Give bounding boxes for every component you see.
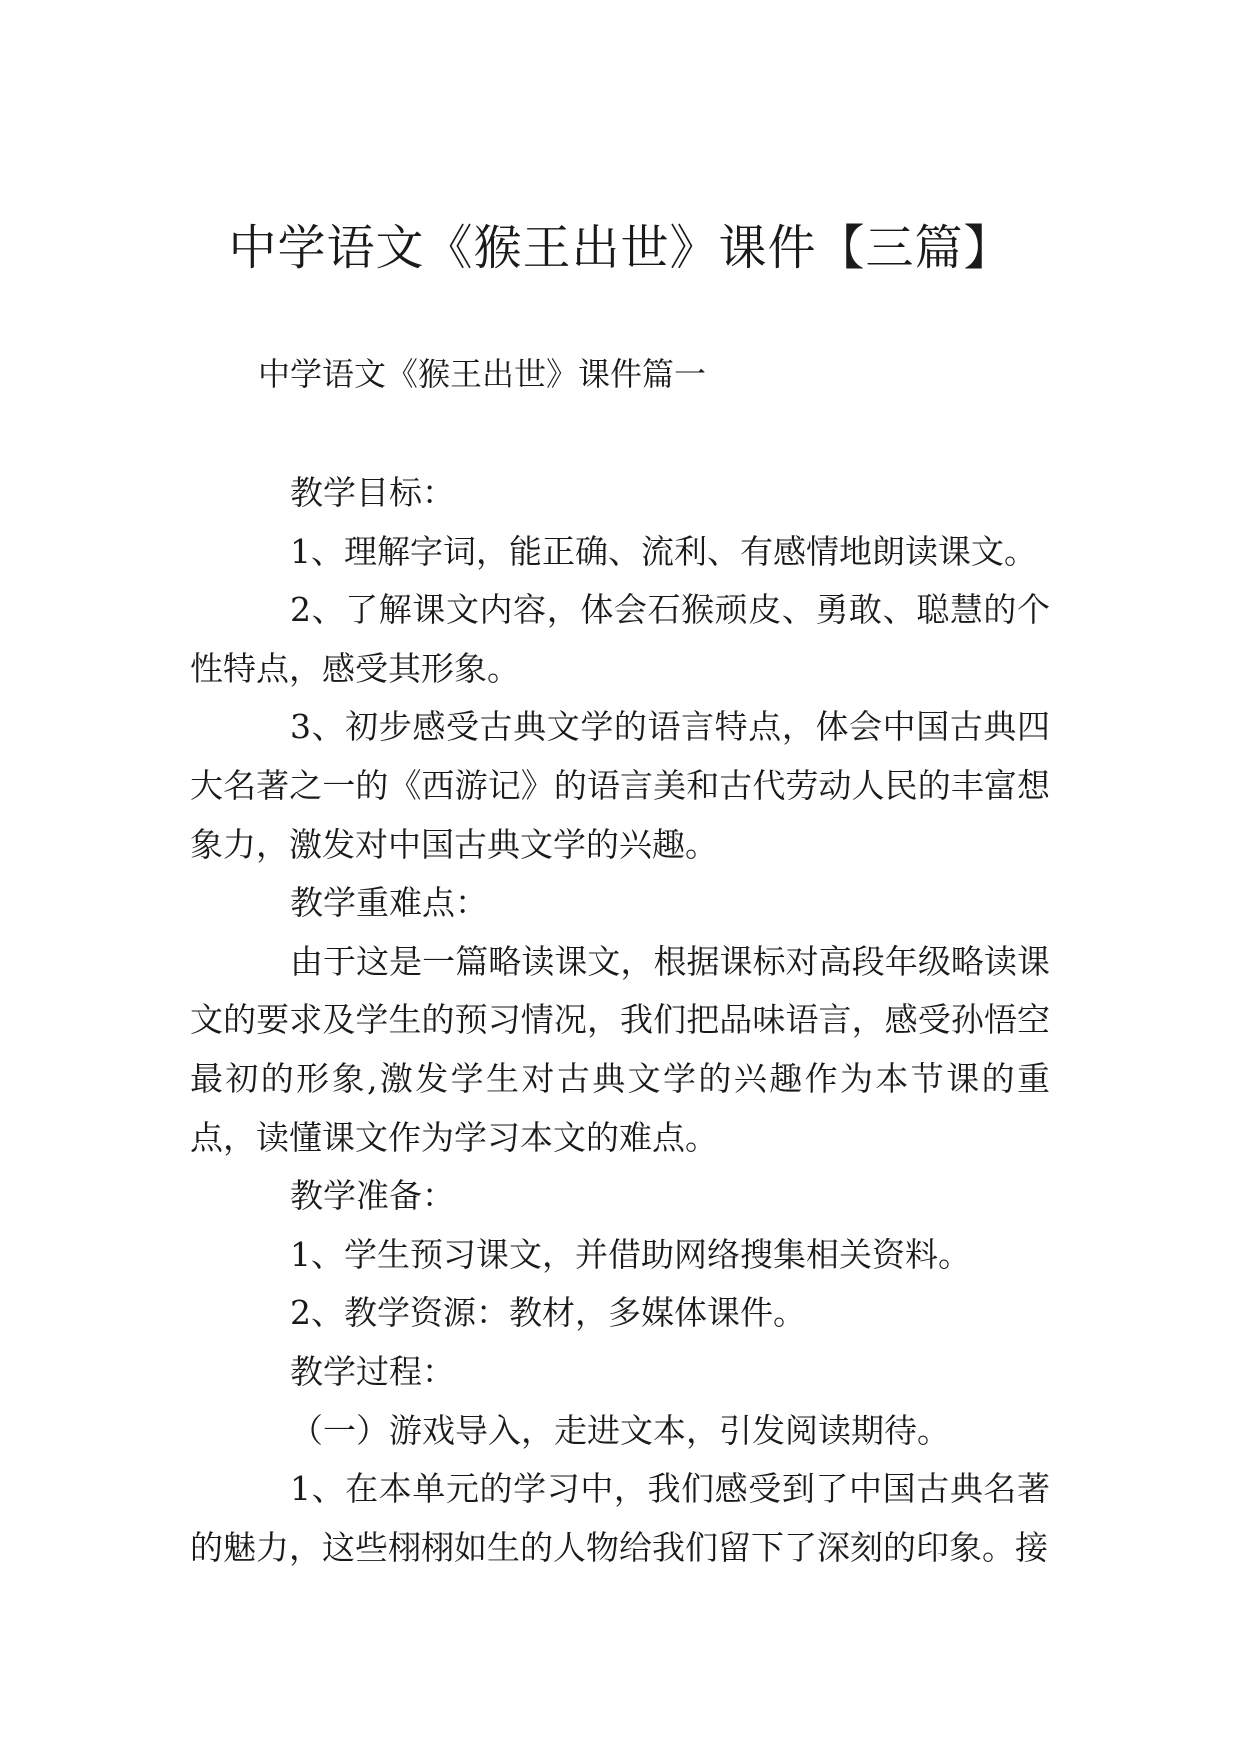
- section-heading: 中学语文《猴王出世》课件篇一: [258, 355, 707, 393]
- paragraph-preparation-1: 1、学生预习课文，并借助网络搜集相关资料。: [290, 1234, 971, 1274]
- paragraph-key-points-heading: 教学重难点：: [290, 883, 488, 923]
- paragraph-process-step-1: （一）游戏导入，走进文本，引发阅读期待。: [290, 1410, 950, 1450]
- paragraph-goal-1: 1、理解字词，能正确、流利、有感情地朗读课文。: [290, 531, 1037, 571]
- paragraph-teaching-goals-heading: 教学目标：: [290, 473, 455, 512]
- paragraph-preparation-heading: 教学准备：: [290, 1176, 455, 1216]
- document-body: [190, 464, 1050, 1577]
- paragraph-preparation-2: 2、教学资源：教材，多媒体课件。: [290, 1293, 806, 1333]
- paragraph-key-points: 由于这是一篇略读课文，根据课标对高段年级略读课文的要求及学生的预习情况，我们把品味语言，感受孙悟空最初的形象,激发学生对古典文学的兴趣作为本节课的重点，读懂课文作为学习本文的难点。: [190, 941, 1050, 1157]
- paragraph-goal-3: 3、初步感受古典文学的语言特点，体会中国古典四大名著之一的《西游记》的语言美和古代劳动人民的丰富想象力，激发对中国古典文学的兴趣。: [190, 707, 1050, 864]
- paragraph-goal-2: 2、了解课文内容，体会石猴顽皮、勇敢、聪慧的个性特点，感受其形象。: [190, 590, 1050, 688]
- paragraph-process-heading: 教学过程：: [290, 1351, 455, 1391]
- document-title: 中学语文《猴王出世》课件【三篇】: [228, 220, 1013, 276]
- paragraph-process-step-1-1: 1、在本单元的学习中，我们感受到了中国古典名著的魅力，这些栩栩如生的人物给我们留下了深刻的印象。接: [190, 1469, 1050, 1567]
